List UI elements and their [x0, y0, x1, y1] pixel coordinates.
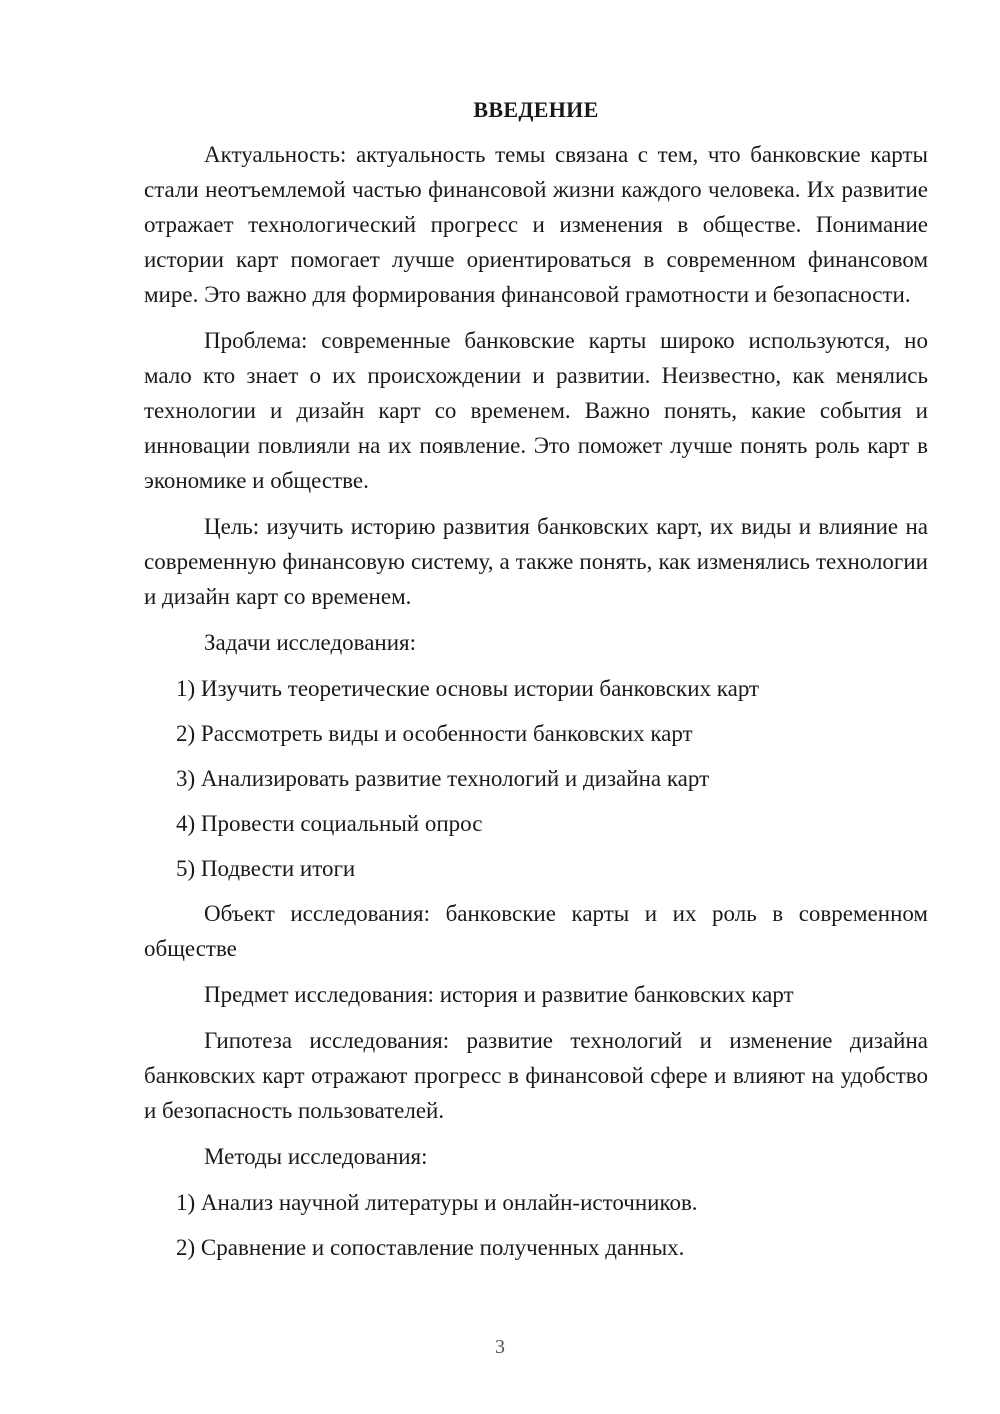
paragraph-goal: Цель: изучить историю развития банковских карт, их виды и влияние на современную финансовую систему, а также понять, как изменялись технологии и дизайн карт со временем.: [144, 514, 928, 609]
page-content: [144, 94, 928, 1275]
method-item: 1) Анализ научной литературы и онлайн-источников.: [176, 1190, 698, 1215]
method-item: 2) Сравнение и сопоставление полученных данных.: [176, 1235, 685, 1260]
task-item: 5) Подвести итоги: [176, 856, 356, 881]
task-item: 1) Изучить теоретические основы истории банковских карт: [176, 676, 760, 701]
methods-heading: Методы исследования:: [204, 1144, 428, 1169]
tasks-heading: Задачи исследования:: [204, 630, 417, 655]
task-item: 4) Провести социальный опрос: [176, 811, 483, 836]
task-item: 3) Анализировать развитие технологий и дизайна карт: [176, 766, 710, 791]
paragraph-object: Объект исследования: банковские карты и их роль в современном обществе: [144, 901, 928, 961]
methods-list: [144, 1185, 928, 1265]
section-title: ВВЕДЕНИЕ: [473, 97, 599, 122]
paragraph-subject: Предмет исследования: история и развитие банковских карт: [204, 982, 794, 1007]
paragraph-problem: Проблема: современные банковские карты широко используются, но мало кто знает о их происхождении и развитии. Неизвестно, как менялись технологии и дизайн карт со временем. Важно понять, какие события и инновации повлияли на их появление. Это поможет лучше понять роль карт в экономике и обществе.: [144, 328, 928, 493]
paragraph-relevance: Актуальность: актуальность темы связана с тем, что банковские карты стали неотъемлемой частью финансовой жизни каждого человека. Их развитие отражает технологический прогресс и изменения в обществе. Понимание истории карт помогает лучше ориентироваться в современном финансовом мире. Это важно для формирования финансовой грамотности и безопасности.: [144, 142, 928, 307]
page-number: 3: [495, 1336, 505, 1358]
task-item: 2) Рассмотреть виды и особенности банковских карт: [176, 721, 693, 746]
tasks-list: [144, 671, 928, 886]
paragraph-hypothesis: Гипотеза исследования: развитие технологий и изменение дизайна банковских карт отражают прогресс в финансовой сфере и влияют на удобство и безопасность пользователей.: [144, 1028, 928, 1123]
